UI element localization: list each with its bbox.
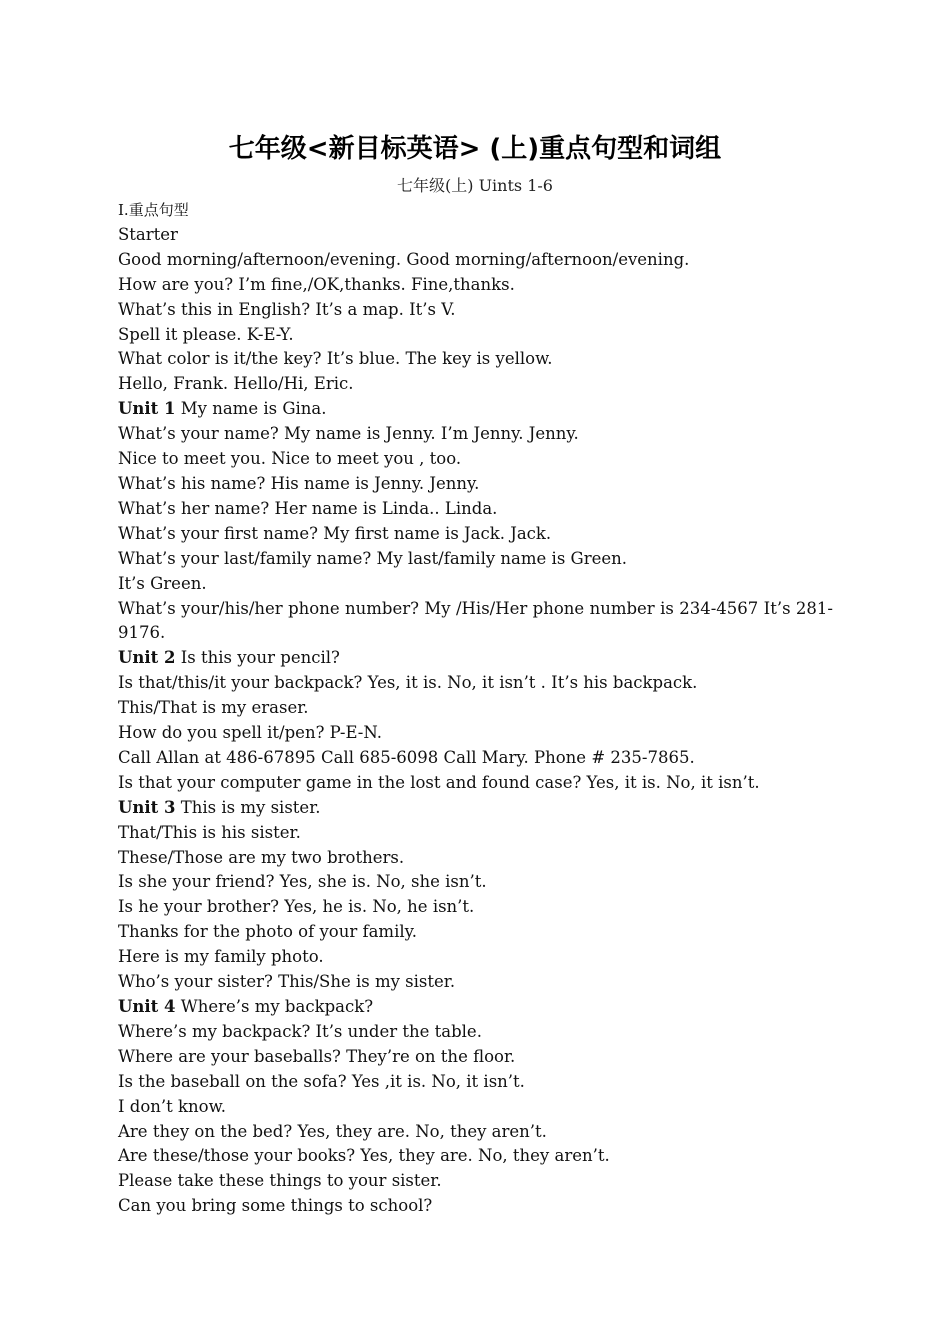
sentence-line: That/This is his sister. xyxy=(118,822,301,842)
sentence-line: Where are your baseballs? They’re on the floor. xyxy=(118,1046,516,1066)
sentence-line: What’s your last/family name? My last/family name is Green. xyxy=(118,548,627,568)
sentence-line: Hello, Frank. Hello/Hi, Eric. xyxy=(118,374,354,394)
sentence-line: What color is it/the key? It’s blue. The key is yellow. xyxy=(118,349,553,369)
sentence-line: I don’t know. xyxy=(118,1096,226,1116)
unit-label: Unit 3 xyxy=(118,797,176,817)
sentence-line: Good morning/afternoon/evening. Good morning/afternoon/evening. xyxy=(118,249,690,269)
sentence-line: It’s Green. xyxy=(118,573,207,593)
sentence-line: What’s your first name? My first name is Jack. Jack. xyxy=(118,523,552,543)
sentence-line: What’s your/his/her phone number? My /His/Her phone number is 234-4567 It’s 281-9176. xyxy=(118,598,833,643)
sentence-line: Nice to meet you. Nice to meet you , too. xyxy=(118,449,462,469)
unit-4-heading xyxy=(118,995,833,1020)
sentence-line: What’s her name? Her name is Linda.. Linda. xyxy=(118,498,498,518)
unit-title: Where’s my backpack? xyxy=(175,997,374,1016)
sentence-line: These/Those are my two brothers. xyxy=(118,847,405,867)
unit-2-heading xyxy=(118,646,833,671)
sentence-line: Please take these things to your sister. xyxy=(118,1171,442,1191)
document-subtitle: 七年级(上) Uints 1-6 xyxy=(397,176,553,195)
sentence-line: Is she your friend? Yes, she is. No, she isn’t. xyxy=(118,872,487,892)
sentence-line: What’s this in English? It’s a map. It’s V. xyxy=(118,299,456,319)
unit-1-heading xyxy=(118,397,833,422)
unit-title: Is this your pencil? xyxy=(175,648,340,668)
sentence-line: Call Allan at 486-67895 Call 685-6098 Call Mary. Phone # 235-7865. xyxy=(118,747,695,767)
unit-title: My name is Gina. xyxy=(175,399,327,419)
unit-3-heading xyxy=(118,796,833,821)
sentence-line: This/That is my eraser. xyxy=(118,698,309,718)
document-title: 七年级<新目标英语> (上)重点句型和词组 xyxy=(228,134,722,164)
sentence-line: Who’s your sister? This/She is my sister. xyxy=(118,972,456,992)
section-heading: I.重点句型 xyxy=(118,201,189,219)
unit-title: This is my sister. xyxy=(175,797,321,817)
sentence-line: Can you bring some things to school? xyxy=(118,1196,433,1216)
sentence-line: How do you spell it/pen? P-E-N. xyxy=(118,723,382,743)
document-body xyxy=(118,198,833,1219)
sentence-line: Thanks for the photo of your family. xyxy=(118,922,417,942)
unit-label: Unit 1 xyxy=(118,399,176,419)
sentence-line: What’s his name? His name is Jenny. Jenny. xyxy=(118,473,480,493)
sentence-line: How are you? I’m fine,/OK,thanks. Fine,thanks. xyxy=(118,274,515,294)
sentence-line: Where’s my backpack? It’s under the table. xyxy=(118,1021,482,1041)
sentence-line: Spell it please. K-E-Y. xyxy=(118,324,294,344)
sentence-line: Are they on the bed? Yes, they are. No, they aren’t. xyxy=(118,1121,547,1141)
unit-label: Unit 4 xyxy=(118,997,176,1016)
starter-heading: Starter xyxy=(118,224,178,244)
sentence-line: Is he your brother? Yes, he is. No, he isn’t. xyxy=(118,897,475,917)
sentence-line: Is that/this/it your backpack? Yes, it is. No, it isn’t . It’s his backpack. xyxy=(118,673,698,693)
sentence-line: Here is my family photo. xyxy=(118,947,324,967)
sentence-line: Is the baseball on the sofa? Yes ,it is. No, it isn’t. xyxy=(118,1071,525,1091)
sentence-line: Are these/those your books? Yes, they are. No, they aren’t. xyxy=(118,1146,610,1166)
unit-label: Unit 2 xyxy=(118,648,176,668)
sentence-line: Is that your computer game in the lost and found case? Yes, it is. No, it isn’t. xyxy=(118,772,760,792)
sentence-line: What’s your name? My name is Jenny. I’m Jenny. Jenny. xyxy=(118,424,579,444)
